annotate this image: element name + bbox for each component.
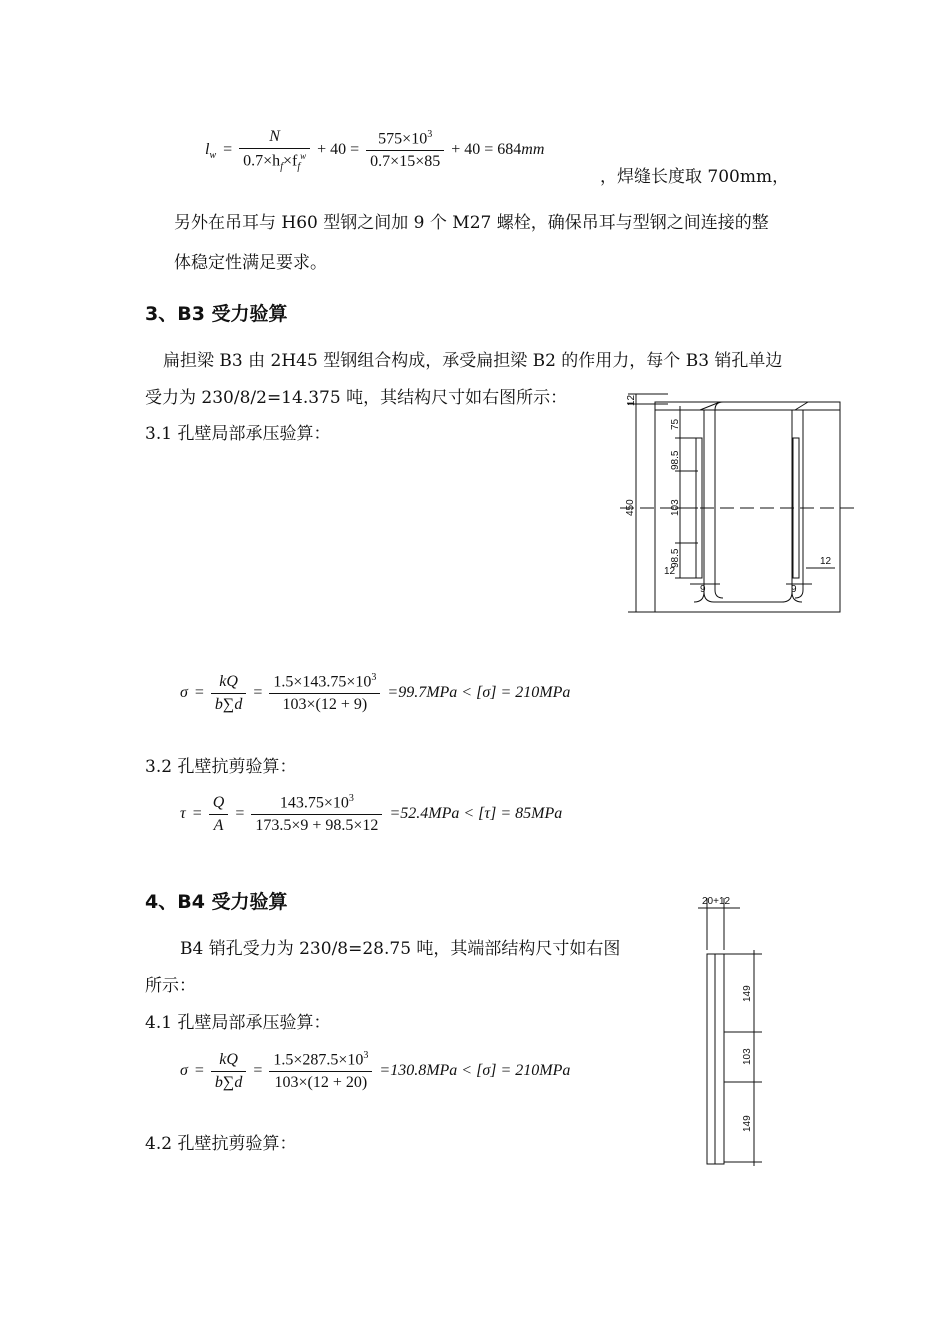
- formula-b3-bearing: σ = $\frac{kQ}{b\sum d}$ = $\frac{1.5\times 143.75\times 10^3}{103\times(12 + 9)}$ =99.7MPa < [σ] = 210MPa: [180, 672, 571, 714]
- dim-label-web-left: 9: [700, 584, 706, 595]
- section4-sub1: 4.1 孔壁局部承压验算：: [145, 1013, 331, 1033]
- section3-sub2: 3.2 孔壁抗剪验算：: [145, 757, 297, 777]
- formula-weld-length: $l_w$ = $\frac{N}{0.7\times h_f\times f_f^w}$ + 40 = $\frac{575\times 10^3}{0.7\times 15\times 85}$ + 40 = 684mm: [205, 128, 545, 173]
- section3-heading: 3、B3 受力验算: [145, 303, 288, 325]
- formula-b3-shear: τ = $\frac{Q}{A}$ = $\frac{143.75\times 10^3}{173.5\times 9 + 98.5\times 12}$ =52.4MPa < [τ] = 85MPa: [180, 793, 563, 835]
- dim-label-c: 103: [670, 499, 681, 516]
- dim-label-d: 98.5: [670, 548, 681, 568]
- dim-label-bottom: 149: [742, 1115, 753, 1132]
- dim-label-total: 450: [625, 499, 636, 516]
- section4-sub2: 4.2 孔壁抗剪验算：: [145, 1134, 297, 1154]
- section4-para-line1: B4 销孔受力为 230/8=28.75 吨，其端部结构尺寸如右图: [180, 939, 621, 959]
- beam-outline: [655, 402, 840, 612]
- dim-label-a: 75: [670, 418, 681, 430]
- section4-heading: 4、B4 受力验算: [145, 891, 288, 913]
- dim-label-web-right: 9: [791, 584, 797, 595]
- formula-b4-bearing: σ = $\frac{kQ}{b\sum d}$ = $\frac{1.5\times 287.5\times 10^3}{103\times(12 + 20)}$ =130.8MPa < [σ] = 210MPa: [180, 1050, 571, 1092]
- paragraph-bolts-line2: 体稳定性满足要求。: [174, 253, 327, 273]
- dim-label-b: 98.5: [670, 450, 681, 470]
- paragraph-bolts-line1: 另外在吊耳与 H60 型钢之间加 9 个 M27 螺栓，确保吊耳与型钢之间连接的整: [174, 213, 769, 233]
- formula-lhs: l: [205, 140, 210, 158]
- fraction-1: $\frac{N}{0.7\times h_f\times f_f^w}$: [239, 128, 310, 173]
- section3-para-line2: 受力为 230/8/2=14.375 吨，其结构尺寸如右图所示：: [145, 388, 568, 408]
- dim-label-top: 149: [742, 985, 753, 1002]
- weld-length-note: ，焊缝长度取 700mm，: [600, 167, 790, 187]
- dim-label-bottom: 12: [664, 566, 676, 577]
- left-web: [694, 410, 784, 602]
- b4-end-drawing: [690, 890, 780, 1180]
- dim-label-width: 20+12: [702, 896, 731, 907]
- dim-label-mid: 103: [742, 1048, 753, 1065]
- dim-label-top: 12: [626, 394, 637, 406]
- section4-para-line2: 所示：: [145, 976, 196, 996]
- section3-para-line1: 扁担梁 B3 由 2H45 型钢组合构成，承受扁担梁 B2 的作用力，每个 B3 销孔单边: [163, 351, 783, 371]
- dim-label-plate: 12: [820, 556, 832, 567]
- b3-cross-section-drawing: [620, 388, 860, 618]
- fraction-2: $\frac{575\times 10^3}{0.7\times 15\times 85}$: [366, 129, 444, 171]
- section3-sub1: 3.1 孔壁局部承压验算：: [145, 424, 331, 444]
